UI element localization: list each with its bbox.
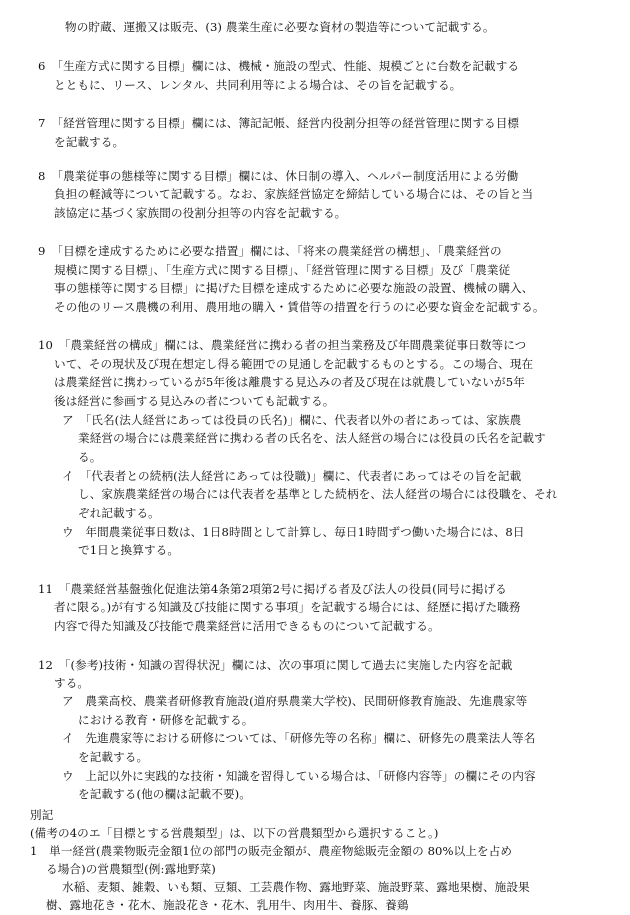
item-10-sub-i: ぞれ記載する。 bbox=[78, 506, 160, 520]
item-12-sub-i: を記載する。 bbox=[78, 750, 149, 764]
item-10-sub-a: る。 bbox=[78, 450, 102, 464]
item-9-line: 規模に関する目標」、「生産方式に関する目標」、「経営管理に関する目標」及び「農業従 bbox=[54, 263, 511, 277]
item-10-sub-u: で1日と換算する。 bbox=[78, 543, 180, 557]
item-9-line: その他のリース農機の利用、農用地の購入・賃借等の措置を行うのに必要な資金を記載する。 bbox=[54, 300, 545, 314]
item-11-line: 内容で得た知識及び技能で農業経営に活用できるものについて記載する。 bbox=[54, 619, 440, 633]
item-12-sub-u: ウ 上記以外に実践的な技術・知識を習得している場合は、「研修内容等」の欄にその内容 bbox=[62, 769, 536, 783]
item-10-line: 10 「農業経営の構成」欄には、農業経営に携わる者の担当業務及び年間農業従事日数等につ bbox=[38, 338, 527, 352]
item-7-line: を記載する。 bbox=[54, 135, 125, 149]
item-12-line: する。 bbox=[54, 676, 90, 690]
item-12-sub-a: における教育・研修を記載する。 bbox=[78, 713, 254, 727]
item-8-line: 該協定に基づく家族間の役割分担等の内容を記載する。 bbox=[54, 206, 347, 220]
item-10-sub-u: ウ 年間農業従事日数は、1日8時間として計算し、毎日1時間ずつ働いた場合には、8日 bbox=[62, 525, 525, 539]
item-12-line: 12 「(参考)技術・知識の習得状況」欄には、次の事項に関して過去に実施した内容を記載 bbox=[38, 658, 513, 672]
item-10-sub-i: し、家族農業経営の場合には代表者を基準とした続柄を、法人経営の場合には役職を、それ bbox=[78, 487, 558, 501]
appendix-item-1: 1 単一経営(農業物販売金額1位の部門の販売金額が、農産物総販売金額の 80%以上を占め bbox=[30, 844, 513, 858]
appendix-note: (備考の4のエ「目標とする営農類型」は、以下の営農類型から選択すること。) bbox=[30, 826, 439, 840]
item-10-line: 後は経営に参画する見込みの者についても記載する。 bbox=[54, 394, 335, 408]
item-8-line: 負担の軽減等について記載する。なお、家族経営協定を締結している場合には、その旨と当 bbox=[54, 187, 534, 201]
item-10-line: いて、その現状及び現在想定し得る範囲での見通しを記載するものとする。この場合、現在 bbox=[54, 357, 534, 371]
item-11-line: 者に限る。)が有する知識及び技能に関する事項」を記載する場合には、経歴に掲げた職務 bbox=[54, 600, 521, 614]
appendix-item-1-types: 水稲、麦類、雑穀、いも類、豆類、工芸農作物、露地野菜、施設野菜、露地果樹、施設果 bbox=[62, 880, 530, 894]
item-8-line: 8 「農業従事の態様等に関する目標」欄には、休日制の導入、ヘルパー制度活用による労働 bbox=[38, 169, 519, 183]
appendix-item-1-types: 樹、露地花き・花木、施設花き・花木、乳用牛、肉用牛、養豚、養鶏 bbox=[46, 898, 409, 912]
appendix-heading: 別記 bbox=[30, 808, 54, 822]
item-6-line: とともに、リース、レンタル、共同利用等による場合は、その旨を記載する。 bbox=[54, 78, 462, 92]
text-line: 物の貯蔵、運搬又は販売、(3) 農業生産に必要な資材の製造等について記載する。 bbox=[65, 20, 495, 34]
item-9-line: 9 「目標を達成するために必要な措置」欄には、「将来の農業経営の構想」、「農業経営の bbox=[38, 244, 502, 258]
item-12-sub-i: イ 先進農家等における研修については、「研修先等の名称」欄に、研修先の農業法人等名 bbox=[62, 731, 536, 745]
item-12-sub-a: ア 農業高校、農業者研修教育施設(道府県農業大学校)、民間研修教育施設、先進農家等 bbox=[62, 694, 528, 708]
item-10-line: は農業経営に携わっているが5年後は離農する見込みの者及び現在は就農していないが5年 bbox=[54, 375, 525, 389]
item-7-line: 7 「経営管理に関する目標」欄には、簿記記帳、経営内役割分担等の経営管理に関する目標 bbox=[38, 116, 520, 130]
item-10-sub-i: イ 「代表者との続柄(法人経営にあっては役職)」欄に、代表者にあってはその旨を記載 bbox=[62, 469, 522, 483]
item-6-line: 6 「生産方式に関する目標」欄には、機械・施設の型式、性能、規模ごとに台数を記載する bbox=[38, 59, 520, 73]
item-10-sub-a: ア 「氏名(法人経営にあっては役員の氏名)」欄に、代表者以外の者にあっては、家族農 bbox=[62, 413, 522, 427]
item-12-sub-u: を記載する(他の欄は記載不要)。 bbox=[78, 787, 251, 801]
item-10-sub-a: 業経営の場合には農業経営に携わる者の氏名を、法人経営の場合には役員の氏名を記載す bbox=[78, 431, 546, 445]
item-9-line: 事の態様等に関する目標」に掲げた目標を達成するために必要な施設の設置、機械の購入、 bbox=[54, 281, 534, 295]
appendix-item-1: る場合)の営農類型(例:露地野菜) bbox=[46, 862, 216, 876]
item-11-line: 11 「農業経営基盤強化促進法第4条第2項第2号に掲げる者及び法人の役員(同号に掲げる bbox=[38, 582, 507, 596]
